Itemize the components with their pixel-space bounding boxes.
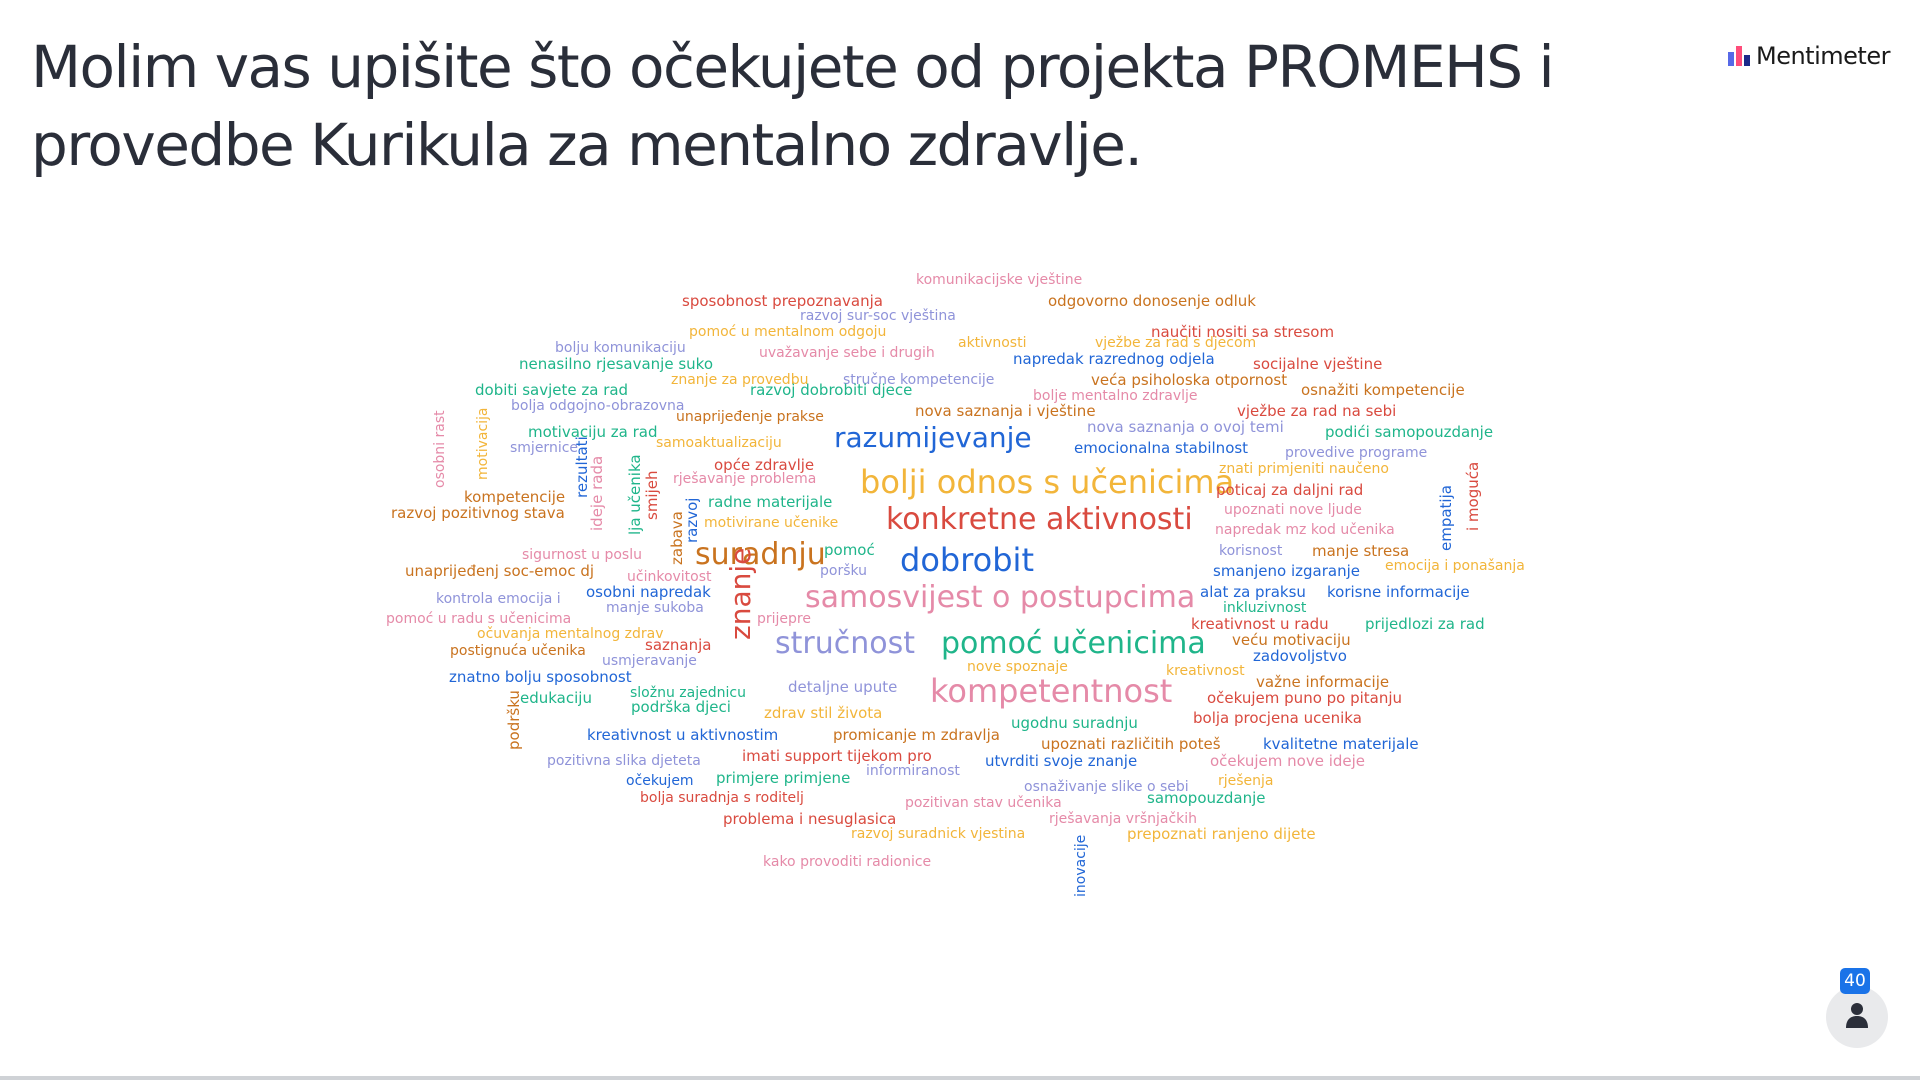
cloud-word: radne materijale bbox=[708, 493, 833, 511]
cloud-word: znatno bolju sposobnost bbox=[449, 668, 632, 686]
cloud-word: pomoć u radu s učenicima bbox=[386, 611, 572, 627]
cloud-word: vježbe za rad na sebi bbox=[1237, 402, 1397, 420]
cloud-word: rezultati bbox=[573, 436, 591, 498]
cloud-word: znanje bbox=[724, 547, 757, 640]
cloud-word: dobiti savjete za rad bbox=[475, 381, 629, 399]
participant-count-badge: 40 bbox=[1840, 968, 1870, 994]
cloud-word: znanje za provedbu bbox=[671, 372, 809, 388]
cloud-word: usmjeravanje bbox=[602, 653, 697, 669]
cloud-word: samopouzdanje bbox=[1147, 789, 1266, 807]
cloud-word: prepoznati ranjeno dijete bbox=[1127, 825, 1316, 843]
cloud-word: kreativnost bbox=[1166, 663, 1245, 679]
cloud-word: komunikacijske vještine bbox=[916, 272, 1083, 288]
cloud-word: razumijevanje bbox=[834, 421, 1032, 454]
cloud-word: podići samopouzdanje bbox=[1325, 423, 1494, 441]
cloud-word: opće zdravlje bbox=[714, 456, 815, 474]
cloud-word: smijeh bbox=[643, 470, 661, 520]
cloud-word: emocionalna stabilnost bbox=[1074, 439, 1249, 457]
brand-name: Mentimeter bbox=[1756, 42, 1890, 70]
cloud-word: stručne kompetencije bbox=[843, 372, 995, 388]
cloud-word: poršku bbox=[820, 563, 868, 579]
cloud-word: motivacija bbox=[475, 407, 491, 480]
cloud-word: pozitivan stav učenika bbox=[905, 795, 1062, 811]
cloud-word: kvalitetne materijale bbox=[1263, 735, 1419, 753]
cloud-word: zabava bbox=[668, 511, 686, 565]
cloud-word: prijepre bbox=[757, 611, 811, 627]
slide-title: Molim vas upišite što očekujete od projekta PROMEHS i provedbe Kurikula za mentalno zdravlje. bbox=[31, 33, 1554, 179]
cloud-word: kontrola emocija i bbox=[436, 591, 561, 607]
cloud-word: veću motivaciju bbox=[1232, 631, 1351, 649]
cloud-word: bolja suradnja s roditelj bbox=[640, 790, 804, 806]
cloud-word: smjernice bbox=[510, 440, 579, 456]
cloud-word: podršku bbox=[505, 690, 523, 750]
cloud-word: razvoj suradnick vjestina bbox=[851, 826, 1026, 842]
cloud-word: imati support tijekom pro bbox=[742, 747, 932, 765]
cloud-word: razvoj pozitivnog stava bbox=[391, 504, 565, 522]
cloud-word: problema i nesuglasica bbox=[723, 810, 897, 828]
cloud-word: korisne informacije bbox=[1327, 583, 1470, 601]
cloud-word: edukaciju bbox=[520, 689, 592, 707]
cloud-word: rješavanje problema bbox=[673, 471, 817, 487]
cloud-word: ugodnu suradnju bbox=[1011, 714, 1138, 732]
cloud-word: bolja procjena ucenika bbox=[1193, 709, 1362, 727]
cloud-word: bolja odgojno-obrazovna bbox=[511, 398, 685, 414]
cloud-word: upoznati različitih poteš bbox=[1041, 735, 1221, 753]
cloud-word: odgovorno donosenje odluk bbox=[1048, 292, 1256, 310]
cloud-word: očekujem nove ideje bbox=[1210, 752, 1366, 770]
cloud-word: pomoć u mentalnom odgoju bbox=[689, 324, 887, 340]
cloud-word: bolju komunikaciju bbox=[555, 340, 686, 356]
cloud-word: osnaživanje slike o sebi bbox=[1024, 779, 1189, 795]
cloud-word: unaprijeđenj soc-emoc dj bbox=[405, 562, 595, 580]
cloud-word: veća psiholoska otpornost bbox=[1091, 371, 1288, 389]
cloud-word: napredak mz kod učenika bbox=[1215, 522, 1395, 538]
cloud-word: prijedlozi za rad bbox=[1365, 615, 1485, 633]
cloud-word: manje sukoba bbox=[606, 600, 704, 616]
bottom-divider bbox=[0, 1076, 1920, 1080]
cloud-word: dobrobit bbox=[900, 541, 1034, 579]
cloud-word: kompetentnost bbox=[930, 672, 1173, 710]
cloud-word: pomoć učenicima bbox=[941, 626, 1206, 661]
cloud-word: nova saznanja i vještine bbox=[915, 402, 1096, 420]
cloud-word: razvoj sur-soc vještina bbox=[800, 308, 956, 324]
cloud-word: nova saznanja o ovoj temi bbox=[1087, 418, 1284, 436]
cloud-word: složnu zajednicu bbox=[630, 685, 746, 701]
cloud-word: manje stresa bbox=[1312, 542, 1410, 560]
cloud-word: kreativnost u aktivnostim bbox=[587, 726, 779, 744]
cloud-word: vježbe za rad s djecom bbox=[1095, 335, 1257, 351]
cloud-word: primjere primjene bbox=[716, 769, 851, 787]
cloud-word: učinkovitost bbox=[627, 569, 712, 585]
cloud-word: promicanje m zdravlja bbox=[833, 726, 1000, 744]
cloud-word: detaljne upute bbox=[788, 678, 898, 696]
cloud-word: napredak razrednog odjela bbox=[1013, 350, 1215, 368]
cloud-word: inovacije bbox=[1073, 834, 1089, 897]
cloud-word: informiranost bbox=[866, 763, 960, 779]
cloud-word: stručnost bbox=[775, 626, 915, 661]
person-icon bbox=[1845, 1002, 1869, 1032]
cloud-word: upoznati nove ljude bbox=[1224, 502, 1362, 518]
cloud-word: podrška djeci bbox=[631, 698, 731, 716]
cloud-word: lja učenika bbox=[626, 454, 644, 535]
cloud-word: motivirane učenike bbox=[704, 515, 839, 531]
cloud-word: nenasilno rjesavanje suko bbox=[519, 355, 713, 373]
cloud-word: emocija i ponašanja bbox=[1385, 558, 1525, 574]
cloud-word: razvoj bbox=[683, 497, 701, 543]
cloud-word: i mogućа bbox=[1464, 461, 1482, 531]
cloud-word: alat za praksu bbox=[1200, 583, 1306, 601]
cloud-word: očekujem puno po pitanju bbox=[1207, 689, 1403, 707]
cloud-word: sposobnost prepoznavanja bbox=[682, 292, 883, 310]
cloud-word: poticaj za daljni rad bbox=[1216, 481, 1364, 499]
cloud-word: važne informacije bbox=[1256, 673, 1390, 691]
cloud-word: sigurnost u poslu bbox=[522, 547, 642, 563]
cloud-word: očuvanja mentalnog zdrav bbox=[477, 626, 664, 642]
cloud-word: motivaciju za rad bbox=[528, 423, 658, 441]
cloud-word: bolji odnos s učenicima bbox=[860, 463, 1235, 501]
cloud-word: bolje mentalno zdravlje bbox=[1033, 388, 1198, 404]
cloud-word: očekujem bbox=[626, 773, 694, 789]
cloud-word: pomoć bbox=[824, 541, 875, 559]
cloud-word: osnažiti kompetencije bbox=[1301, 381, 1465, 399]
cloud-word: korisnost bbox=[1219, 543, 1283, 559]
cloud-word: razvoj dobrobiti djece bbox=[750, 381, 913, 399]
cloud-word: rješenja bbox=[1218, 773, 1274, 789]
cloud-word: naučiti nositi sa stresom bbox=[1151, 323, 1335, 341]
cloud-word: saznanja bbox=[645, 636, 712, 654]
cloud-word: zadovoljstvo bbox=[1253, 647, 1347, 665]
cloud-word: socijalne vještine bbox=[1253, 355, 1383, 373]
cloud-word: samosvijest o postupcima bbox=[805, 580, 1196, 615]
cloud-word: osobni napredak bbox=[586, 583, 711, 601]
cloud-word: rješavanja vršnjačkih bbox=[1049, 811, 1198, 827]
cloud-word: kompetencije bbox=[464, 488, 566, 506]
cloud-word: smanjeno izgaranje bbox=[1213, 562, 1360, 580]
cloud-word: nove spoznaje bbox=[967, 659, 1068, 675]
cloud-word: unaprijeđenje prakse bbox=[676, 409, 824, 425]
cloud-word: konkretne aktivnosti bbox=[886, 502, 1193, 537]
cloud-word: ideje rada bbox=[588, 455, 606, 531]
cloud-word: znati primjeniti naučeno bbox=[1219, 461, 1389, 477]
cloud-word: suradnju bbox=[695, 537, 826, 572]
cloud-word: inkluzivnost bbox=[1223, 600, 1307, 616]
participants-button[interactable] bbox=[1826, 986, 1888, 1048]
cloud-word: kako provoditi radionice bbox=[763, 854, 932, 870]
cloud-word: pozitivna slika djeteta bbox=[547, 753, 701, 769]
cloud-word: samoaktualizaciju bbox=[656, 435, 782, 451]
cloud-word: provedive programe bbox=[1285, 445, 1428, 461]
cloud-word: kreativnost u radu bbox=[1191, 615, 1329, 633]
cloud-word: postignuća učenika bbox=[450, 643, 586, 659]
cloud-word: aktivnosti bbox=[958, 335, 1027, 351]
cloud-word: zdrav stil života bbox=[764, 704, 883, 722]
cloud-word: uvažavanje sebe i drugih bbox=[759, 345, 935, 361]
cloud-word: osobni rast bbox=[432, 410, 448, 488]
cloud-word: empatija bbox=[1437, 485, 1455, 551]
cloud-word: utvrditi svoje znanje bbox=[985, 752, 1138, 770]
